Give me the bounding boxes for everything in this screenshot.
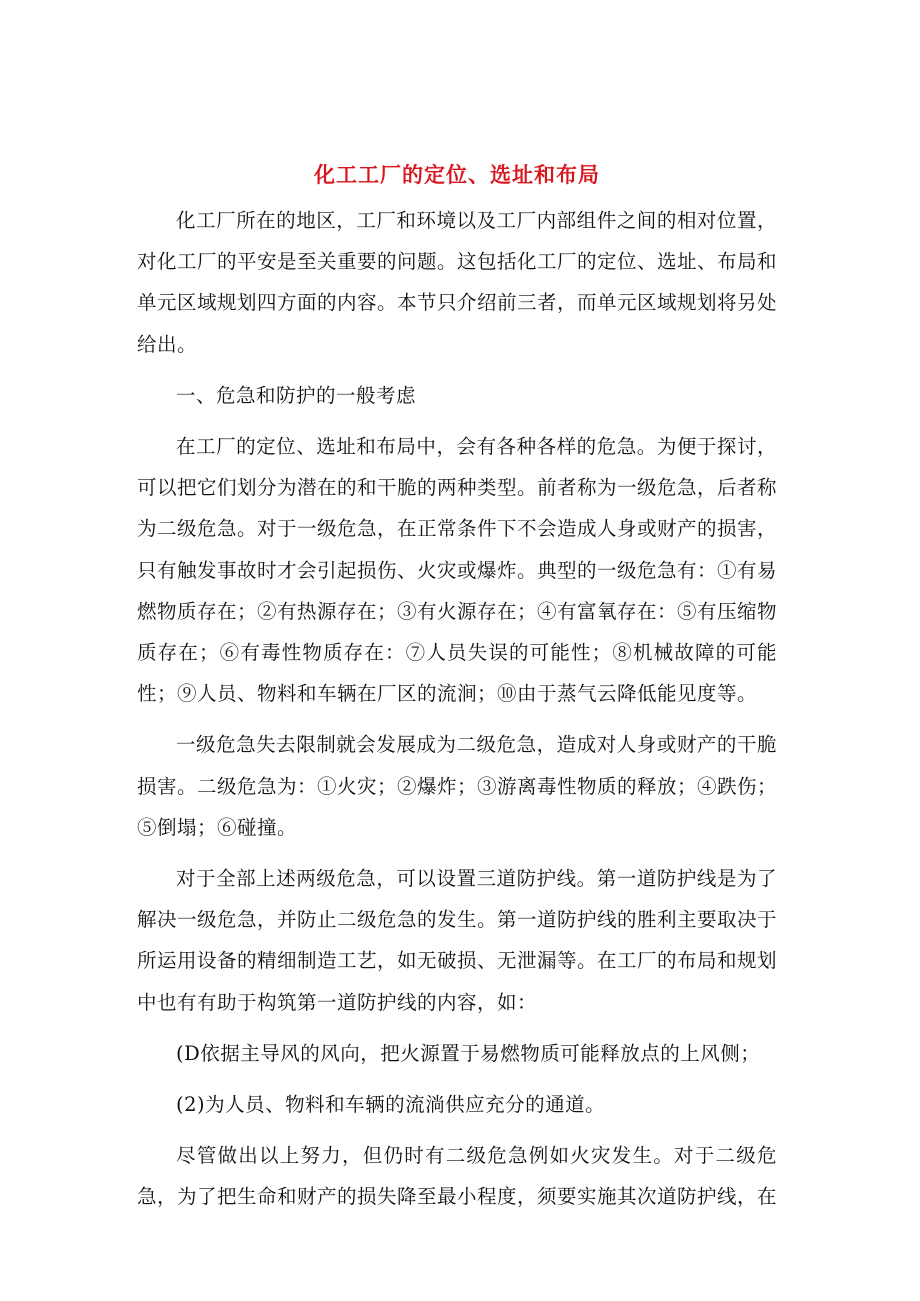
paragraph-gap [137, 1074, 777, 1084]
list-item-2: (2)为人员、物料和车辆的流淌供应充分的通道。 [176, 1093, 606, 1117]
paragraph-gap [137, 1023, 777, 1033]
paragraph-defense-lines: 对于全部上述两级危急，可以设置三道防护线。第一道防护线是为了解决一级危急，并防止二级危急的发生。第一道防护线的胜利主要取决于所运用设备的精细制造工艺，如无破损、无泄漏等。在工厂的布局和规划中也有有助于构筑第一道防护线的内容，如： [137, 867, 778, 1014]
paragraph-secondary-hazards: 一级危急失去限制就会发展成为二级危急，造成对人身或财产的干脆损害。二级危急为：①火灾；②爆炸；③游离毒性物质的释放；④跌伤；⑤倒塌；⑥碰撞。 [137, 733, 778, 839]
paragraph-intro: 化工厂所在的地区，工厂和环境以及工厂内部组件之间的相对位置，对化工厂的平安是至关重要的问题。这包括化工厂的定位、选址、布局和单元区域规划四方面的内容。本节只介绍前三者，而单元区域规划将另处给出。 [137, 209, 778, 356]
document-page [137, 152, 777, 1218]
paragraph-hazard-types: 在工厂的定位、选址和布局中，会有各种各样的危急。为便于探讨，可以把它们划分为潜在的和干脆的两种类型。前者称为一级危急，后者称为二级危急。对于一级危急，在正常条件下不会造成人身或财产的损害，只有触发事故时才会引起损伤、火灾或爆炸。典型的一级危急有：①有易燃物质存在；②有热源存在；③有火源存在；④有富氧存在：⑤有压缩物质存在；⑥有毒性物质存在：⑦人员失误的可能性；⑧机械故障的可能性；⑨人员、物料和车辆在厂区的流涧；⑩由于蒸气云降低能见度等。 [137, 435, 778, 706]
paragraph-gap [137, 714, 777, 724]
paragraph-gap [137, 416, 777, 426]
paragraph-gap [137, 848, 777, 858]
paragraph-gap [137, 365, 777, 375]
document-title: 化工工厂的定位、选址和布局 [314, 162, 600, 187]
paragraph-gap [137, 1125, 777, 1135]
list-item-1: (D依据主导风的风向，把火源置于易燃物质可能释放点的上风侧； [176, 1041, 761, 1065]
paragraph-second-defense: 尽管做出以上努力，但仍时有二级危急例如火灾发生。对于二级危急，为了把生命和财产的损失降至最小程度，须要实施其次道防护线，在 [137, 1144, 778, 1209]
section-heading: 一、危急和防护的一般考虑 [176, 383, 417, 407]
